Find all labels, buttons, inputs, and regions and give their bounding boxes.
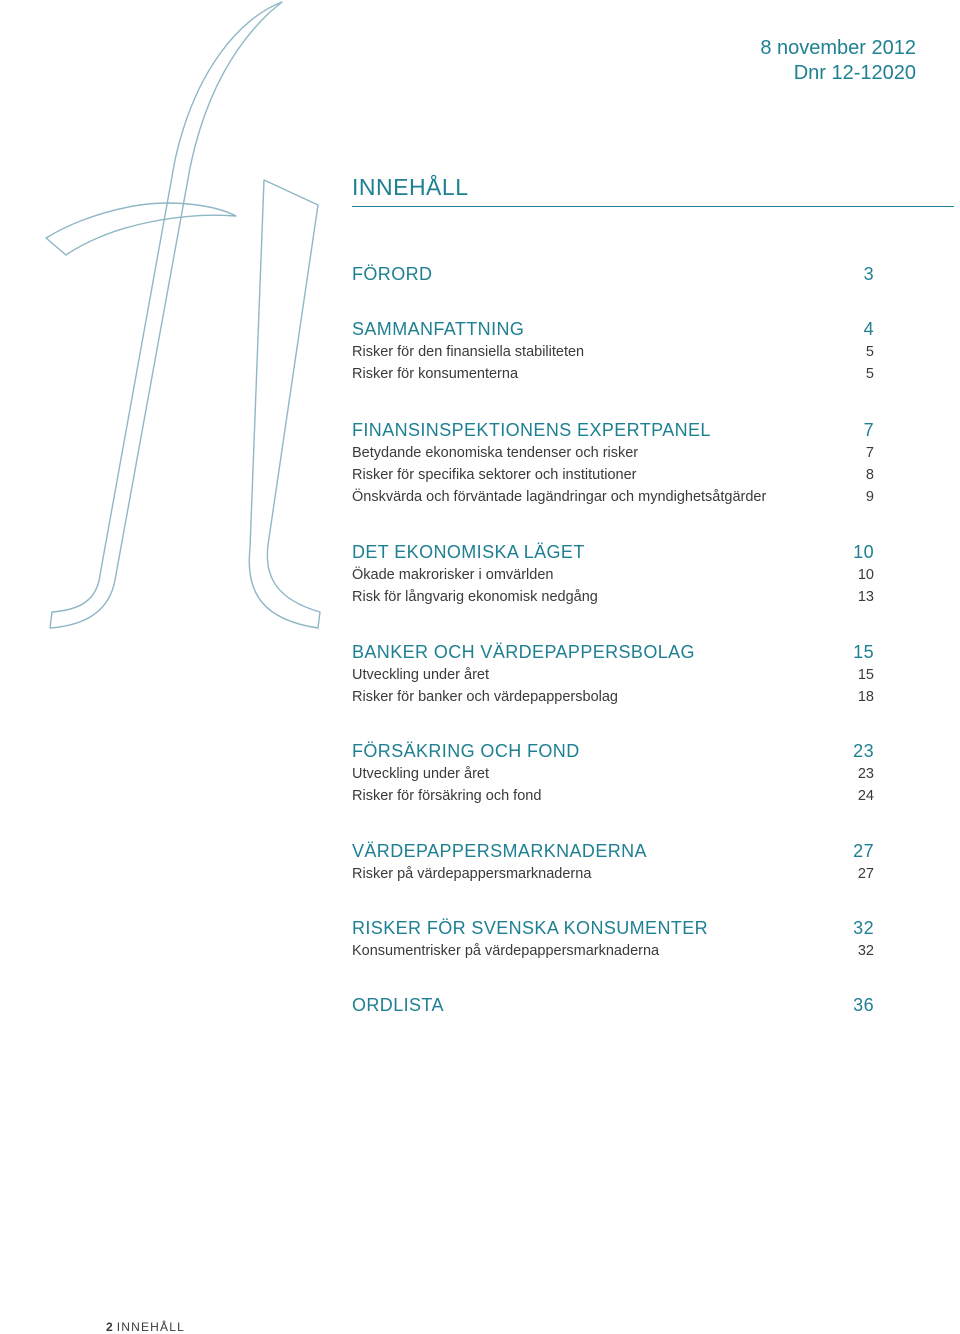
toc-entry-page: 24 [857,788,874,804]
toc-section-page: 15 [853,642,874,662]
toc-entry-label: Risker för banker och värdepappersbolag [352,689,618,705]
toc-section-vardepappersmarknaderna [352,839,874,885]
toc-entry-label: Risker för försäkring och fond [352,788,542,804]
toc-entry-page: 27 [857,866,874,882]
toc-section-heading[interactable] [352,418,874,442]
toc-section-konsumenter [352,916,874,962]
document-date-block [760,36,916,86]
toc-section-heading[interactable] [352,262,874,286]
toc-entry[interactable] [352,664,874,686]
toc-section-page: 7 [863,420,874,440]
toc-section-heading[interactable] [352,540,874,564]
toc-entry[interactable] [352,464,874,486]
toc-section-page: 27 [853,841,874,861]
toc-section-page: 3 [863,264,874,284]
toc-entry-label: Utveckling under året [352,766,490,782]
toc-section-ekonomiska-laget [352,540,874,608]
toc-entry-page: 9 [865,489,874,505]
toc-entry-label: Betydande ekonomiska tendenser och risker [352,445,639,461]
toc-section-title: SAMMANFATTNING [352,319,525,339]
toc-section-heading[interactable] [352,739,874,763]
toc-entry-label: Ökade makrorisker i omvärlden [352,567,554,583]
toc-section-title: VÄRDEPAPPERSMARKNADERNA [352,841,647,861]
toc-section-title: FINANSINSPEKTIONENS EXPERTPANEL [352,420,711,440]
toc-section-forsakring [352,739,874,807]
toc-entry-page: 15 [857,667,874,683]
toc-entry-page: 18 [857,689,874,705]
toc-entry-page: 8 [865,467,874,483]
toc-entry[interactable] [352,442,874,464]
toc-section-expertpanel [352,418,874,508]
toc-section-forord [352,262,874,286]
toc-entry[interactable] [352,564,874,586]
toc-section-heading[interactable] [352,993,874,1017]
toc-entry-label: Konsumentrisker på värdepappersmarknaderna [352,943,660,959]
toc-entry[interactable] [352,341,874,363]
toc-section-heading[interactable] [352,916,874,940]
toc-entry-page: 7 [865,445,874,461]
toc-entry-page: 5 [865,366,874,382]
toc-entry[interactable] [352,586,874,608]
document-registration-number: Dnr 12-12020 [793,62,916,84]
footer-label: INNEHÅLL [116,1320,185,1334]
toc-entry[interactable] [352,686,874,708]
toc-section-page: 36 [853,995,874,1015]
toc-entry-label: Risker för den finansiella stabiliteten [352,344,585,360]
toc-section-title: DET EKONOMISKA LÄGET [352,542,585,562]
toc-entry[interactable] [352,940,874,962]
fi-logo-icon [0,0,340,640]
toc-section-banker [352,640,874,708]
toc-section-sammanfattning [352,317,874,385]
toc-section-page: 23 [853,741,874,761]
toc-section-heading[interactable] [352,640,874,664]
toc-section-title: ORDLISTA [352,995,444,1015]
toc-entry-page: 23 [857,766,874,782]
toc-section-title: BANKER OCH VÄRDEPAPPERSBOLAG [352,642,695,662]
toc-section-title: FÖRSÄKRING OCH FOND [352,741,580,761]
document-date: 8 november 2012 [760,37,916,59]
toc-section-page: 32 [853,918,874,938]
toc-section-title: RISKER FÖR SVENSKA KONSUMENTER [352,918,709,938]
toc-entry[interactable] [352,785,874,807]
toc-entry-label: Risk för långvarig ekonomisk nedgång [352,589,598,605]
toc-entry-page: 10 [857,567,874,583]
footer-page-number: 2 [106,1320,113,1334]
toc-entry-page: 32 [857,943,874,959]
toc-entry-page: 13 [857,589,874,605]
toc-entry-label: Önskvärda och förväntade lagändringar och myndighetsåtgärder [352,489,767,505]
toc-section-page: 10 [853,542,874,562]
toc-entry-label: Utveckling under året [352,667,490,683]
toc-section-heading[interactable] [352,839,874,863]
toc-entry-label: Risker på värdepappersmarknaderna [352,866,592,882]
toc-entry[interactable] [352,363,874,385]
title-divider [352,206,954,207]
toc-entry-page: 5 [865,344,874,360]
toc-section-heading[interactable] [352,317,874,341]
page-title: INNEHÅLL [352,174,469,200]
toc-entry-label: Risker för konsumenterna [352,366,519,382]
toc-section-ordlista [352,993,874,1017]
toc-entry[interactable] [352,863,874,885]
toc-section-title: FÖRORD [352,264,433,284]
toc-entry-label: Risker för specifika sektorer och institutioner [352,467,637,483]
page-footer [106,1320,185,1334]
toc-entry[interactable] [352,486,874,508]
toc-entry[interactable] [352,763,874,785]
toc-section-page: 4 [863,319,874,339]
